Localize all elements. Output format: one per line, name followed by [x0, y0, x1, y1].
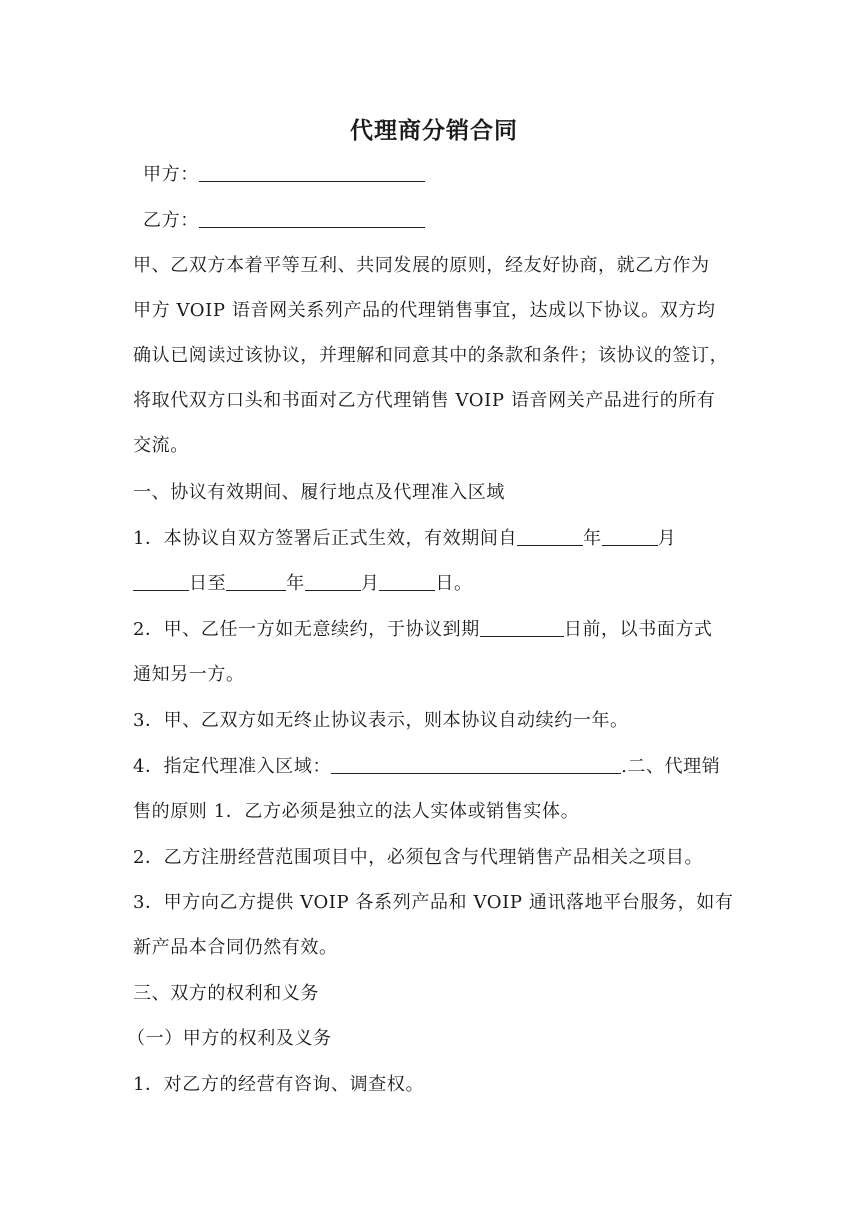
fill-blank: [226, 572, 286, 591]
clause-text: 日。: [435, 573, 473, 594]
paragraph-line: 确认已阅读过该协议，并理解和同意其中的条款和条件；该协议的签订，: [133, 345, 729, 366]
clause-text: 月: [657, 528, 677, 549]
party-a-line: [143, 163, 425, 187]
clause-line: [133, 618, 713, 642]
clause-line: 通知另一方。: [133, 664, 245, 685]
paragraph-line: 将取代双方口头和书面对乙方代理销售 VOIP 语音网关产品进行的所有: [133, 390, 716, 411]
clause-text: 4．指定代理准入区域：: [133, 756, 332, 777]
clause-line: [133, 755, 720, 779]
fill-blank: [480, 618, 564, 637]
clause-text: 2．甲、乙任一方如无意续约，于协议到期: [133, 619, 480, 640]
fill-blank: [133, 572, 189, 591]
party-b-blank: [199, 209, 425, 228]
party-a-blank: [199, 163, 425, 182]
clause-line: [133, 527, 676, 551]
clause-text: 年: [286, 573, 305, 594]
paragraph-line: 甲、乙双方本着平等互利、共同发展的原则，经友好协商，就乙方作为: [133, 255, 710, 276]
paragraph-line: 甲方 VOIP 语音网关系列产品的代理销售事宜，达成以下协议。双方均: [133, 300, 716, 321]
party-a-label: 甲方：: [143, 164, 199, 185]
section-heading: 一、协议有效期间、履行地点及代理准入区域: [133, 482, 505, 503]
clause-text: 年: [583, 528, 602, 549]
fill-blank: [602, 527, 658, 546]
document-title: 代理商分销合同: [350, 118, 518, 144]
fill-blank: [331, 755, 621, 774]
paragraph-line: 交流。: [133, 435, 189, 456]
clause-line: [133, 572, 473, 596]
fill-blank: [305, 572, 361, 591]
clause-line: 售的原则 1．乙方必须是独立的法人实体或销售实体。: [133, 801, 580, 822]
clause-line: 1．对乙方的经营有咨询、调查权。: [133, 1074, 425, 1095]
party-b-line: [143, 209, 425, 233]
subsection-heading: （一）甲方的权利及义务: [127, 1028, 332, 1049]
fill-blank: [379, 572, 435, 591]
fill-blank: [517, 527, 583, 546]
clause-text: 1．本协议自双方签署后正式生效，有效期间自: [133, 528, 518, 549]
clause-line: 2．乙方注册经营范围项目中，必须包含与代理销售产品相关之项目。: [133, 847, 704, 868]
clause-line: 3．甲方向乙方提供 VOIP 各系列产品和 VOIP 通讯落地平台服务，如有: [133, 892, 734, 913]
party-b-label: 乙方：: [143, 210, 199, 231]
clause-text: 月: [360, 573, 380, 594]
section-heading: 三、双方的权利和义务: [133, 983, 319, 1004]
clause-text: 日前，以书面方式: [563, 619, 713, 640]
clause-line: 新产品本合同仍然有效。: [133, 937, 338, 958]
clause-text: 日至: [189, 573, 227, 594]
clause-text: .二、代理销: [621, 756, 721, 777]
clause-line: 3．甲、乙双方如无终止协议表示，则本协议自动续约一年。: [133, 710, 629, 731]
